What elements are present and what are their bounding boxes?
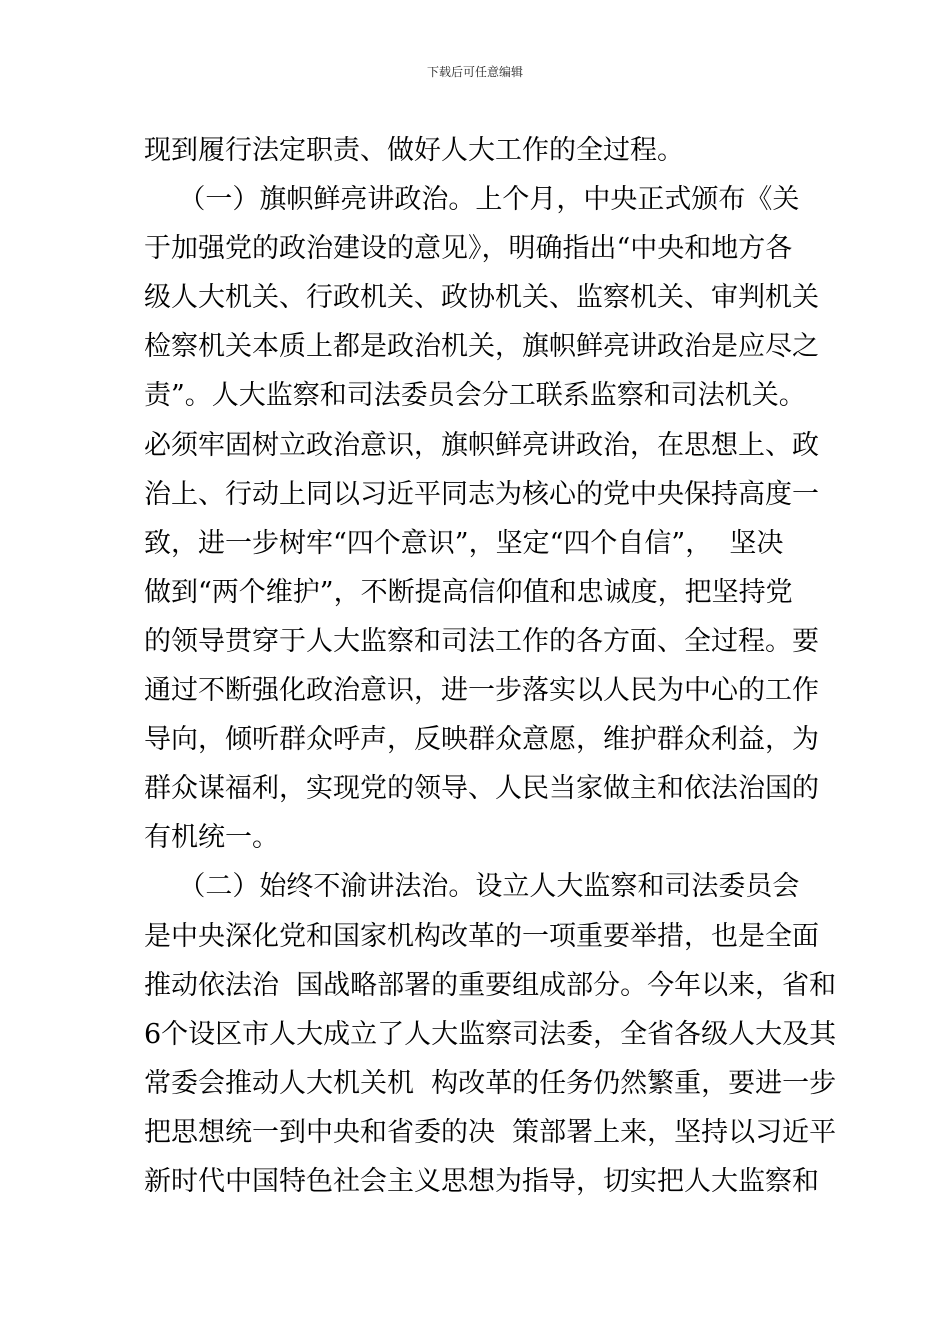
document-body [144, 126, 837, 1206]
text-line: 常委会推动人大机关机 构改革的任务仍然繁重，要进一步 [144, 1067, 837, 1099]
text-line: 级人大机关、行政机关、政协机关、监察机关、审判机关 [144, 282, 819, 314]
text-line: 检察机关本质上都是政治机关，旗帜鲜亮讲政治是应尽之 [144, 331, 819, 363]
text-line: 致，进一步树牢“四个意识”，坚定“四个自信”， 坚决 [144, 527, 784, 559]
text-line: 现到履行法定职责、做好人大工作的全过程。 [144, 135, 684, 166]
page-header: 下载后可任意编辑 [426, 65, 523, 79]
text-line: （二）始终不渝讲法治。设立人大监察和司法委员会 [144, 871, 800, 903]
text-line: 的领导贯穿于人大监察和司法工作的各方面、全过程。要 [144, 625, 819, 657]
text-line: 新时代中国特色社会主义思想为指导，切实把人大监察和 [144, 1165, 819, 1197]
text-line: 把思想统一到中央和省委的决 策部署上来，坚持以习近平 [144, 1116, 837, 1148]
text-line: 做到“两个维护”，不断提高信仰值和忠诚度，把坚持党 [144, 576, 793, 608]
text-line: 必须牢固树立政治意识，旗帜鲜亮讲政治，在思想上、政 [144, 429, 819, 461]
text-line: 有机统一。 [144, 822, 279, 854]
text-line: 6个设区市人大成立了人大监察司法委，全省各级人大及其 [144, 1018, 837, 1050]
text-line: 导向，倾听群众呼声，反映群众意愿，维护群众利益，为 [144, 724, 819, 756]
text-line: 群众谋福利，实现党的领导、人民当家做主和依法治国的 [144, 773, 819, 805]
text-line: 是中央深化党和国家机构改革的一项重要举措，也是全面 [144, 920, 819, 952]
text-line: （一）旗帜鲜亮讲政治。上个月，中央正式颁布《关 [144, 184, 800, 216]
text-line: 于加强党的政治建设的意见》，明确指出“中央和地方各 [144, 233, 793, 265]
text-line: 推动依法治 国战略部署的重要组成部分。今年以来，省和 [144, 969, 837, 1001]
text-line: 通过不断强化政治意识，进一步落实以人民为中心的工作 [144, 675, 819, 707]
text-line: 责”。人大监察和司法委员会分工联系监察和司法机关。 [144, 380, 806, 412]
text-line: 治上、行动上同以习近平同志为核心的党中央保持高度一 [144, 478, 819, 510]
